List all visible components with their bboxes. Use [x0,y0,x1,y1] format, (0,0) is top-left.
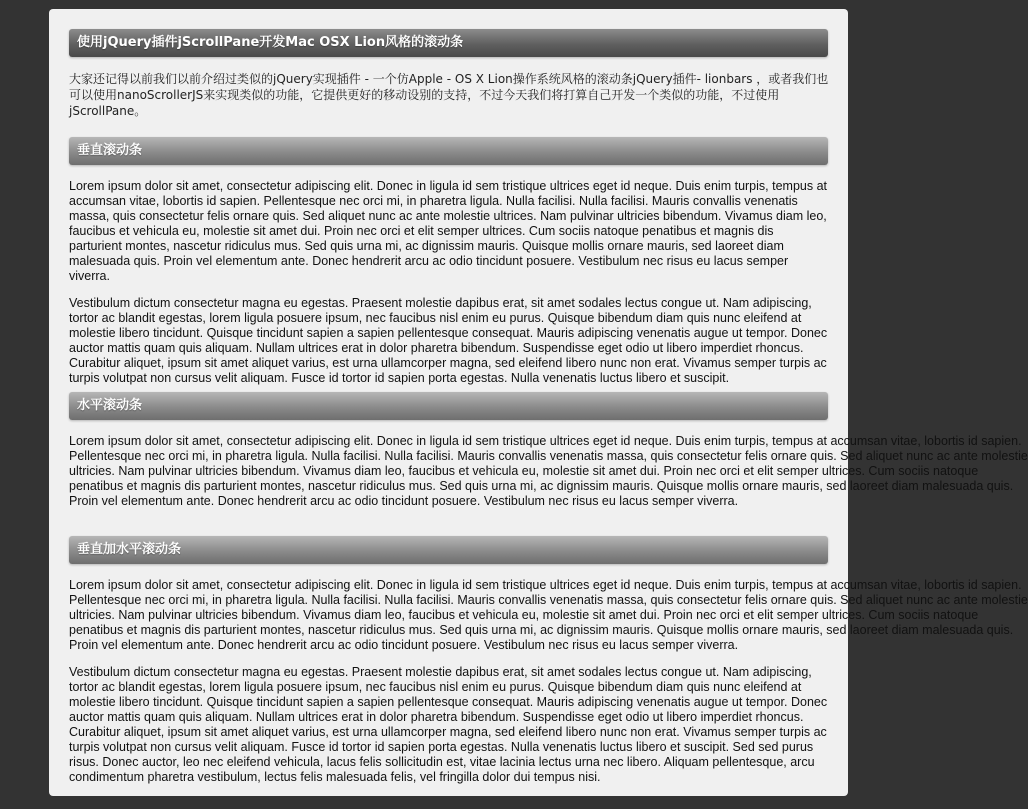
horizontal-section-heading: 水平滚动条 [69,392,828,420]
horizontal-line-5: Proin vel elementum ante. Donec hendrerit arcu ac odio tincidunt posuere. Vestibulum nec risus eu lacus semper viverra. [69,494,739,508]
both-line-5: Proin vel elementum ante. Donec hendrerit arcu ac odio tincidunt posuere. Vestibulum nec risus eu lacus semper viverra. [69,638,739,652]
vertical-paragraph-1: Lorem ipsum dolor sit amet, consectetur adipiscing elit. Donec in ligula id sem tristique ultrices eget id neque. Duis enim turpis, tempus at accumsan vitae, lobortis id sapien. Pellentesque nec orci mi, in pharetra ligula. Nulla facilisi. Nulla facilisi. Mauris convallis venenatis massa, quis consectetur felis ornare quis. Sed aliquet nunc ac ante molestie ultrices. Nam pulvinar ultricies bibendum. Vivamus diam leo, faucibus et vehicula eu, molestie sit amet dui. Proin nec orci et elit semper ultrices. Cum sociis natoque penatibus et magnis dis parturient montes, nascetur ridiculus mus. Sed quis urna mi, ac dignissim mauris. Quisque mollis ornare mauris, sed laoreet diam malesuada quis. Proin vel elementum ante. Donec hendrerit arcu ac odio tincidunt posuere. Vestibulum nec risus eu lacus semper viverra. [69,179,827,283]
vertical-paragraph-2: Vestibulum dictum consectetur magna eu egestas. Praesent molestie dapibus erat, sit amet sodales lectus congue ut. Nam adipiscing, tortor ac blandit egestas, lorem ligula posuere ipsum, nec faucibus nisl enim eu purus. Quisque bibendum diam quis nunc eleifend at molestie libero tincidunt. Quisque tincidunt sapien a sapien pellentesque consequat. Mauris adipiscing venenatis augue ut tempor. Donec auctor mattis quam quis aliquam. Nullam ultrices erat in dolor pharetra bibendum. Suspendisse eget odio ut libero imperdiet rhoncus. Curabitur aliquet, ipsum sit amet aliquet varius, est urna ullamcorper magna, sed eleifend libero nunc non erat. Vivamus semper turpis ac turpis volutpat non cursus velit aliquam. Fusce id tortor id sapien porta egestas. Nulla venenatis luctus libero et suscipit. [69,296,828,385]
vertical-section-heading: 垂直滚动条 [69,137,828,165]
both-line-3: ultricies. Nam pulvinar ultricies bibendum. Vivamus diam leo, faucibus et vehicula eu, molestie sit amet dui. Proin nec orci et elit semper ultrices. Cum sociis natoque [69,608,979,622]
demo-panel [49,9,1028,796]
intro-text: 大家还记得以前我们以前介绍过类似的jQuery实现插件 - 一个仿Apple - OS X Lion操作系统风格的滚动条jQuery插件- lionbars ，或者我们也可以使用nanoScrollerJS来实现类似的功能，它提供更好的移动设别的支持，不过今天我们将打算自己开发一个类似的功能，不过使用jScrollPane。 [69,72,829,118]
horizontal-line-1: Lorem ipsum dolor sit amet, consectetur adipiscing elit. Donec in ligula id sem tristique ultrices eget id neque. Duis enim turpis, tempus at accumsan vitae, lobortis id sapien. [69,434,1022,448]
both-line-2: Pellentesque nec orci mi, in pharetra ligula. Nulla facilisi. Nulla facilisi. Mauris convallis venenatis massa, quis consectetur felis ornare quis. Sed aliquet nunc ac ante molestie [69,593,1028,607]
both-section-heading: 垂直加水平滚动条 [69,536,828,564]
page-title: 使用jQuery插件jScrollPane开发Mac OSX Lion风格的滚动条 [69,29,828,57]
both-line-1: Lorem ipsum dolor sit amet, consectetur adipiscing elit. Donec in ligula id sem tristique ultrices eget id neque. Duis enim turpis, tempus at accumsan vitae, lobortis id sapien. [69,578,1022,592]
horizontal-line-2: Pellentesque nec orci mi, in pharetra ligula. Nulla facilisi. Nulla facilisi. Mauris convallis venenatis massa, quis consectetur felis ornare quis. Sed aliquet nunc ac ante molestie [69,449,1028,463]
horizontal-scroll-pane[interactable] [69,434,1028,516]
horizontal-line-4: penatibus et magnis dis parturient montes, nascetur ridiculus mus. Sed quis urna mi, ac dignissim mauris. Quisque mollis ornare mauris, sed laoreet diam malesuada quis. [69,479,1014,493]
horizontal-line-3: ultricies. Nam pulvinar ultricies bibendum. Vivamus diam leo, faucibus et vehicula eu, molestie sit amet dui. Proin nec orci et elit semper ultrices. Cum sociis natoque [69,464,979,478]
vertical-scroll-pane[interactable] [69,179,829,385]
both-paragraph-2: Vestibulum dictum consectetur magna eu egestas. Praesent molestie dapibus erat, sit amet sodales lectus congue ut. Nam adipiscing, tortor ac blandit egestas, lorem ligula posuere ipsum, nec faucibus nisl enim eu purus. Quisque bibendum diam quis nunc eleifend at molestie libero tincidunt. Quisque tincidunt sapien a sapien pellentesque consequat. Mauris adipiscing venenatis augue ut tempor. Donec auctor mattis quam quis aliquam. Nullam ultrices erat in dolor pharetra bibendum. Suspendisse eget odio ut libero imperdiet rhoncus. Curabitur aliquet, ipsum sit amet aliquet varius, est urna ullamcorper magna, sed eleifend libero nunc non erat. Vivamus semper turpis ac turpis volutpat non cursus velit aliquam. Fusce id tortor id sapien porta egestas. Nulla venenatis luctus libero et suscipit. Sed sed purus risus. Donec auctor, leo nec eleifend vehicula, lacus felis sollicitudin est, vitae lacinia lectus urna nec libero. Aliquam pellentesque, arcu condimentum pharetra vestibulum, lectus felis malesuada felis, vel fringilla dolor dui tempus nisi. [69,665,828,784]
both-line-4: penatibus et magnis dis parturient montes, nascetur ridiculus mus. Sed quis urna mi, ac dignissim mauris. Quisque mollis ornare mauris, sed laoreet diam malesuada quis. [69,623,1014,637]
both-scroll-pane[interactable] [69,578,1028,784]
